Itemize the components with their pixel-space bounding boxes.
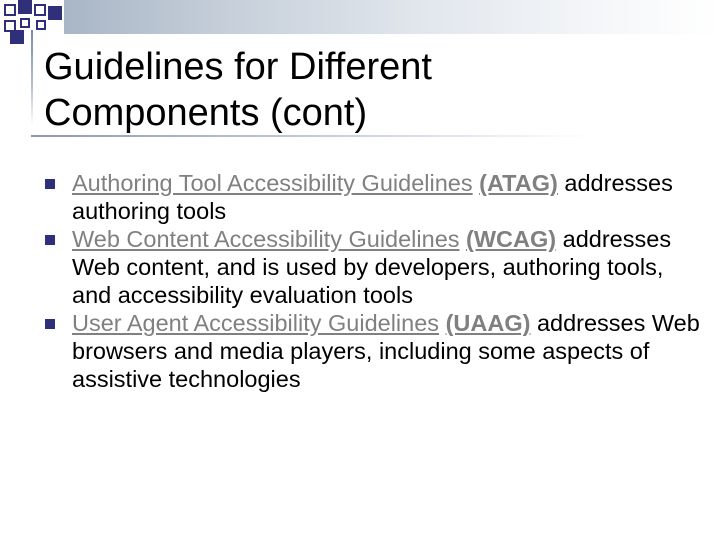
square-bullet-icon <box>45 319 55 329</box>
atag-abbreviation[interactable]: (ATAG) <box>479 170 558 196</box>
bullet-list <box>40 169 700 393</box>
decor-square <box>20 18 30 28</box>
square-bullet-icon <box>45 179 55 189</box>
wcag-link[interactable]: Web Content Accessibility Guidelines <box>72 226 460 252</box>
decor-square <box>10 30 24 44</box>
atag-description: addresses authoring tools <box>72 170 673 224</box>
bullet-item-wcag <box>40 225 700 309</box>
wcag-abbreviation[interactable]: (WCAG) <box>466 226 557 252</box>
bullet-item-uaag <box>40 309 700 393</box>
wcag-description: addresses Web content, and is used by developers, authoring tools, and accessibility evaluation tools <box>72 226 672 308</box>
decor-square <box>4 4 16 16</box>
decor-square <box>34 4 46 16</box>
decor-square <box>48 6 62 20</box>
uaag-description: addresses Web browsers and media players, including some aspects of assistive technologies <box>72 310 700 392</box>
uaag-abbreviation[interactable]: (UAAG) <box>445 310 531 336</box>
slide-title <box>44 44 684 136</box>
uaag-link[interactable]: User Agent Accessibility Guidelines <box>72 310 440 336</box>
header-gradient-bar <box>64 0 720 34</box>
decor-square <box>36 20 46 30</box>
bullet-item-atag <box>40 169 700 225</box>
title-line-2: Components (cont) <box>44 92 368 134</box>
square-bullet-icon <box>45 235 55 245</box>
title-line-1: Guidelines for Different <box>44 46 432 88</box>
decor-square <box>18 0 32 14</box>
vertical-rule <box>31 30 33 126</box>
atag-link[interactable]: Authoring Tool Accessibility Guidelines <box>72 170 473 196</box>
